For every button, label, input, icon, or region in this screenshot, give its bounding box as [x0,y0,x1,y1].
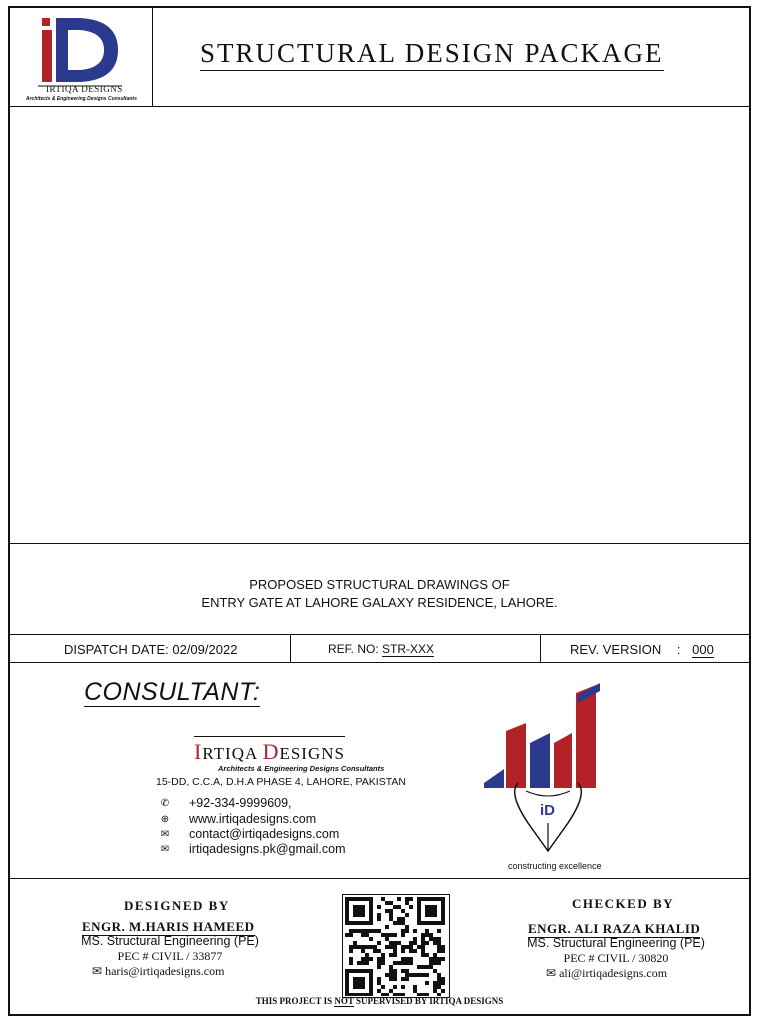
emblem-tagline: constructing excellence [508,861,602,871]
designed-by-title: DESIGNED BY [124,898,230,913]
mail-icon: ✉ [92,964,103,978]
project-description [10,576,749,612]
checker-pec: PEC # CIVIL / 30820 [563,951,669,965]
notice-pre: THIS PROJECT IS [255,996,335,1006]
ref-number [328,642,434,656]
consultant-heading: CONSULTANT: [84,678,261,706]
ref-value: STR-XXX [382,642,435,656]
mail-icon: ✉ [546,966,557,980]
mail-icon: ✉ [160,828,170,840]
project-rule [10,634,749,635]
designer-degree: MS. Structural Engineering (PE) [81,934,259,948]
project-line-2: ENTRY GATE AT LAHORE GALAXY RESIDENCE, LAHORE. [201,595,558,610]
notice-post: SUPERVISED BY IRTIQA DESIGNS [353,996,504,1006]
consultant-rule [10,878,749,879]
designer-email-row [92,964,224,979]
checker-name: ENGR. ALI RAZA KHALID [528,921,701,936]
checked-by-title: CHECKED BY [572,896,675,911]
firm-part-1: RTIQA [202,744,263,763]
contact-email-1-text: contact@irtiqadesigns.com [189,827,340,841]
logo-block [10,8,152,106]
drawing-area-rule [10,543,749,544]
ref-label: REF. NO: [328,642,379,656]
firm-initial-1: I [194,739,203,764]
emblem-letters: iD [540,802,555,819]
consultant-firm-name [194,736,345,765]
consultant-address: 15-DD, C.C.A, D.H.A PHASE 4, LAHORE, PAKISTAN [156,776,406,788]
mail-icon: ✉ [160,843,170,855]
notice-not: NOT [334,996,354,1006]
checker-degree: MS. Structural Engineering (PE) [527,936,705,950]
contact-email-1 [160,827,339,841]
checker-email-row [546,966,667,981]
qr-code [342,894,450,998]
contact-phone [160,796,292,810]
rev-sep: : [676,642,681,657]
checker-email: ali@irtiqadesigns.com [559,966,668,980]
contact-website-text: www.irtiqadesigns.com [189,812,317,826]
firm-part-2: ESIGNS [279,744,345,763]
header-rule [10,106,749,107]
header-divider [152,8,153,106]
contact-email-2-text: irtiqadesigns.pk@gmail.com [189,842,346,856]
strip-rule [10,662,749,663]
consultant-subtitle: Architects & Engineering Designs Consultants [218,764,385,773]
designer-email: haris@irtiqadesigns.com [105,964,225,978]
strip-divider-1 [290,634,291,662]
firm-initial-2: D [262,739,280,764]
page-title: STRUCTURAL DESIGN PACKAGE [200,38,664,71]
project-line-1: PROPOSED STRUCTURAL DRAWINGS OF [249,577,510,592]
supervision-notice [10,996,749,1006]
logo-name: IRTIQA DESIGNS [46,84,123,94]
designer-pec: PEC # CIVIL / 33877 [117,949,223,963]
designer-name: ENGR. M.HARIS HAMEED [82,919,255,934]
contact-website [160,812,316,826]
sheet-frame [8,6,751,1016]
rev-version [570,642,714,657]
logo-tagline: Architects & Engineering Designs Consultants [26,96,137,102]
contact-email-2 [160,842,346,856]
dispatch-label: DISPATCH DATE: [64,642,169,657]
qr-code-pattern [343,895,448,996]
strip-divider-2 [540,634,541,662]
rev-value: 000 [692,642,714,657]
dispatch-date [64,642,237,657]
dispatch-value: 02/09/2022 [172,642,238,657]
contact-phone-text: +92-334-9999609, [189,796,292,810]
globe-icon: ⊕ [160,813,170,825]
rev-label: REV. VERSION [570,642,662,657]
phone-icon: ✆ [160,797,170,809]
building-emblem [478,673,628,863]
